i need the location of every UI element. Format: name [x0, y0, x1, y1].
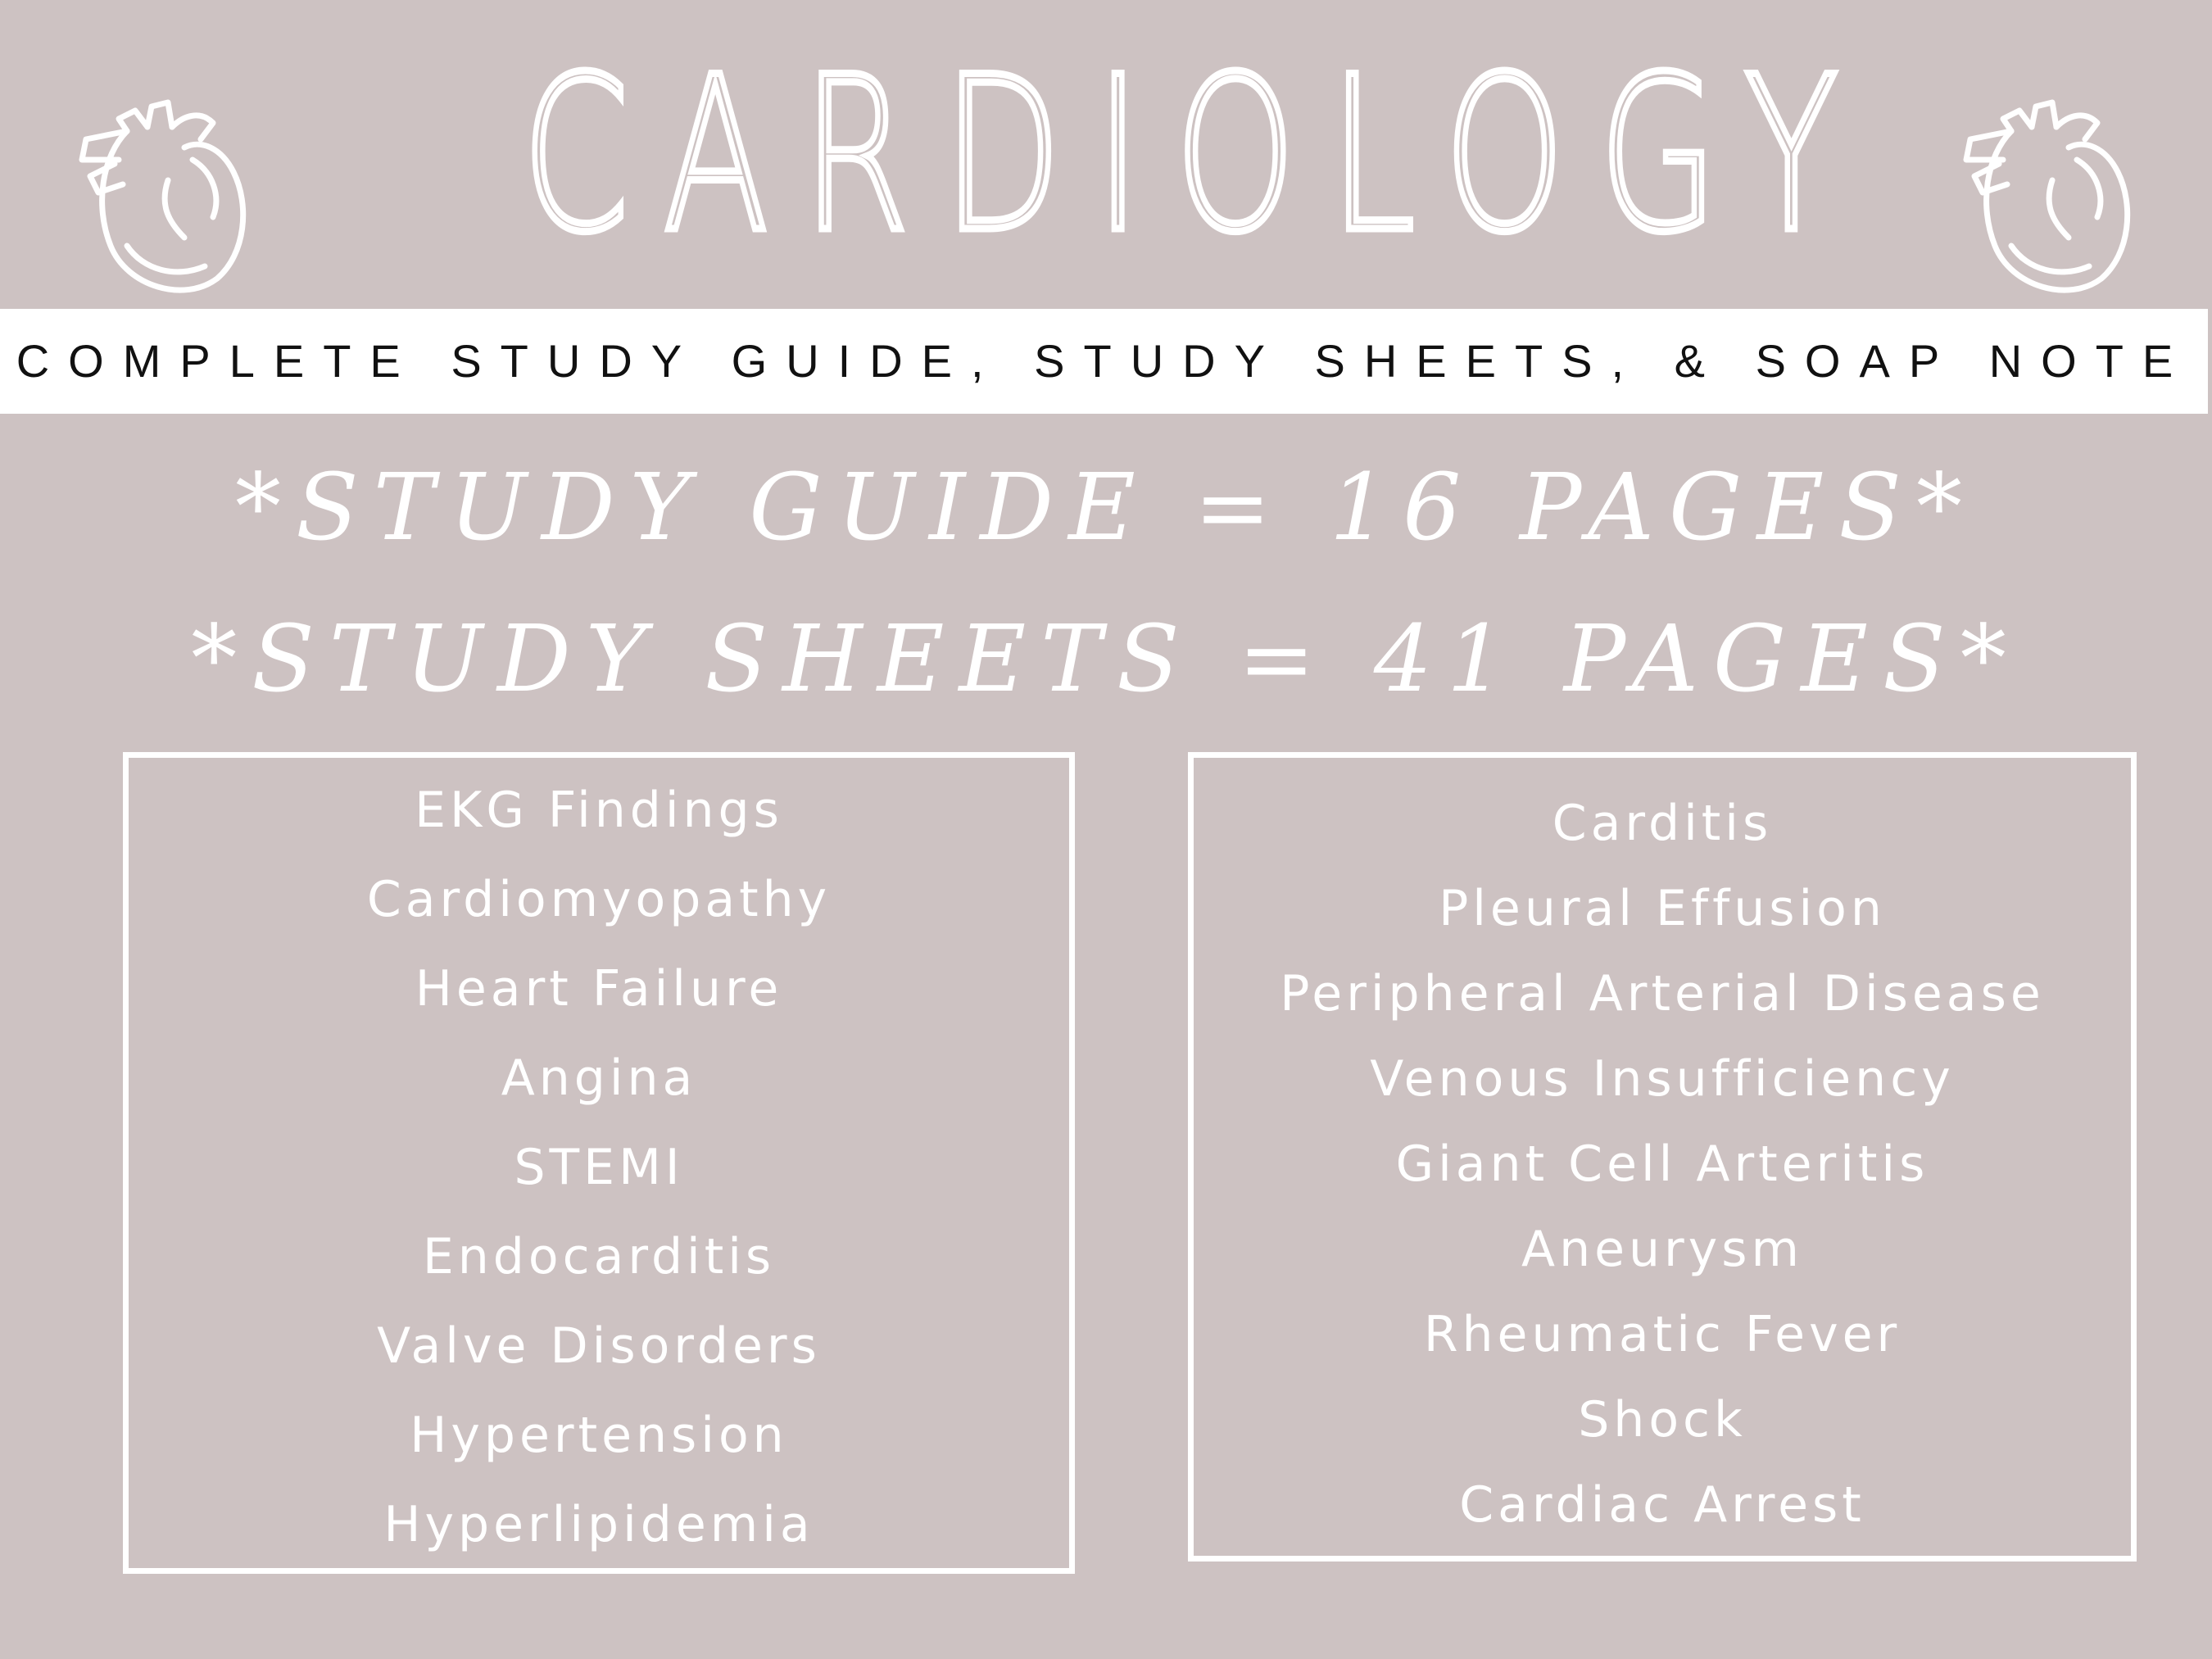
- heart-outline-icon: [70, 82, 258, 303]
- list-item: Venous Insufficiency: [1370, 1050, 1955, 1108]
- list-item: Cardiac Arrest: [1459, 1476, 1865, 1534]
- list-item: Aneurysm: [1521, 1221, 1803, 1278]
- list-item: Rheumatic Fever: [1423, 1306, 1902, 1363]
- list-item: Endocarditis: [422, 1228, 776, 1285]
- list-item: STEMI: [514, 1139, 684, 1196]
- list-item: Hyperlipidemia: [383, 1496, 814, 1553]
- header: [0, 33, 2212, 279]
- heart-outline-icon: [1954, 82, 2142, 303]
- list-item: Peripheral Arterial Disease: [1280, 965, 2045, 1022]
- list-item: Hypertension: [410, 1407, 788, 1464]
- subtitle-banner: [0, 309, 2208, 414]
- list-item: Pleural Effusion: [1439, 880, 1886, 937]
- topic-list-left: [129, 778, 1069, 1582]
- list-item: Giant Cell Arteritis: [1395, 1135, 1929, 1193]
- topic-box-left: [123, 752, 1075, 1574]
- subtitle-text: COMPLETE STUDY GUIDE, STUDY SHEETS, & SOAP NOTE: [16, 335, 2192, 387]
- list-item: EKG Findings: [415, 782, 783, 839]
- list-item: Valve Disorders: [377, 1317, 821, 1375]
- list-item: Angina: [501, 1049, 697, 1107]
- page-title: CARDIOLOGY: [522, 32, 1873, 279]
- study-sheets-count: *STUDY SHEETS = 41 PAGES*: [191, 606, 2021, 713]
- list-item: Carditis: [1552, 795, 1773, 852]
- topic-list-right: [1194, 795, 2131, 1562]
- list-item: Cardiomyopathy: [366, 871, 832, 928]
- topic-box-right: [1188, 752, 2137, 1562]
- study-guide-count: *STUDY GUIDE = 16 PAGES*: [235, 455, 1977, 561]
- list-item: Shock: [1578, 1391, 1747, 1448]
- list-item: Heart Failure: [415, 960, 783, 1018]
